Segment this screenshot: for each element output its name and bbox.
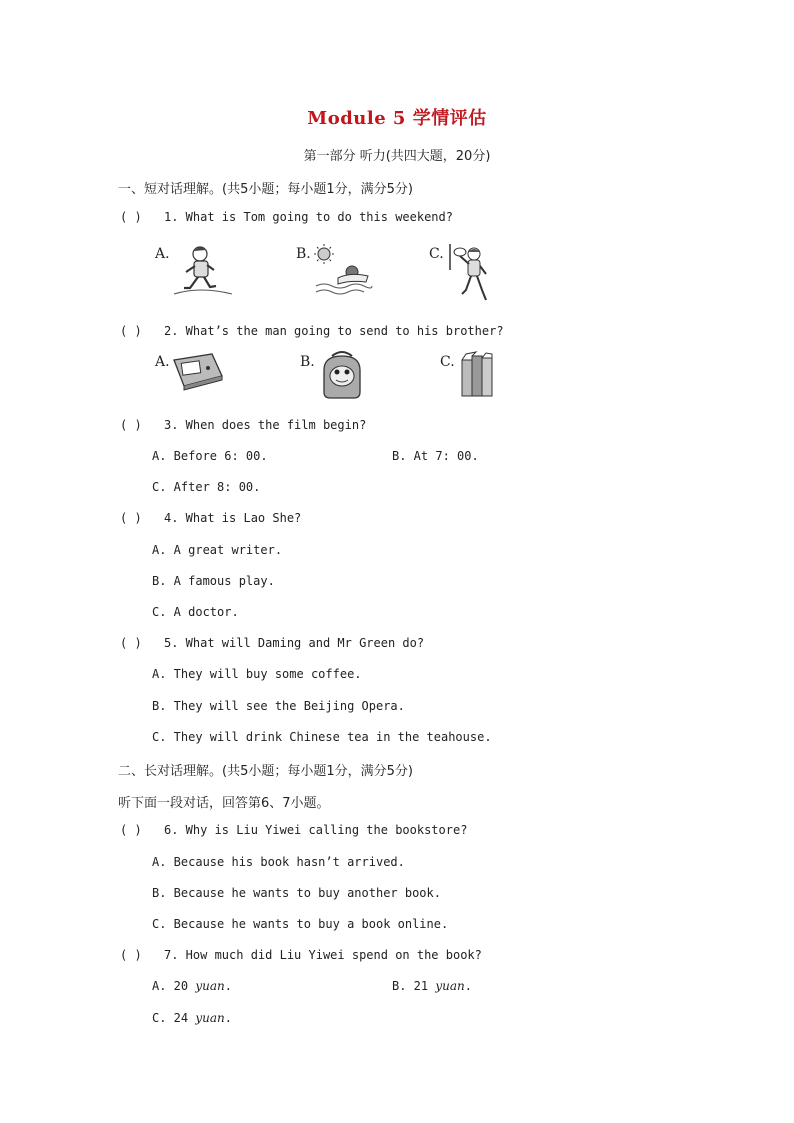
question-2 — [120, 324, 504, 338]
swimming-image[interactable] — [312, 242, 374, 300]
option-unit: yuan — [195, 979, 225, 993]
option-a[interactable]: A. They will buy some coffee. — [152, 667, 362, 681]
answer-blank[interactable]: ( ) — [120, 823, 142, 837]
question-text: 2. What’s the man going to send to his brother? — [164, 324, 504, 338]
question-text: 6. Why is Liu Yiwei calling the bookstore? — [164, 823, 468, 837]
option-b[interactable]: B. Because he wants to buy another book. — [152, 886, 441, 900]
books-image[interactable] — [456, 350, 496, 400]
section-heading: 一、短对话理解。(共5小题；每小题1分，满分5分) — [118, 182, 413, 197]
option-a[interactable]: A. A great writer. — [152, 543, 283, 557]
option-b[interactable]: B. A famous play. — [152, 574, 275, 588]
backpack-image[interactable] — [318, 348, 366, 400]
option-a[interactable] — [152, 979, 232, 993]
question-4 — [120, 511, 301, 525]
question-3 — [120, 418, 366, 432]
part-heading: 第一部分 听力(共四大题，20分) — [303, 149, 491, 164]
option-b[interactable] — [392, 979, 472, 993]
option-label: A. — [155, 354, 170, 370]
question-text: 3. When does the film begin? — [164, 418, 367, 432]
option-label: B. — [300, 354, 315, 370]
question-text: 7. How much did Liu Yiwei spend on the book? — [164, 948, 482, 962]
question-text: 5. What will Daming and Mr Green do? — [164, 636, 425, 650]
option-label: C. — [429, 246, 444, 262]
option-a[interactable]: A. Before 6: 00. — [152, 449, 268, 463]
phone-image[interactable] — [168, 350, 226, 394]
option-c[interactable] — [152, 1011, 232, 1025]
option-c[interactable]: C. A doctor. — [152, 605, 239, 619]
answer-blank[interactable]: ( ) — [120, 210, 142, 224]
question-5 — [120, 636, 424, 650]
option-end: . — [224, 979, 232, 993]
option-unit: yuan — [195, 1011, 225, 1025]
question-text: 4. What is Lao She? — [164, 511, 302, 525]
option-c[interactable]: C. After 8: 00. — [152, 480, 261, 494]
playing-sport-image[interactable] — [446, 242, 492, 304]
option-label: B. — [296, 246, 311, 262]
option-c[interactable]: C. Because he wants to buy a book online. — [152, 917, 449, 931]
section-heading: 二、长对话理解。(共5小题；每小题1分，满分5分) — [118, 764, 413, 779]
option-c[interactable]: C. They will drink Chinese tea in the teahouse. — [152, 730, 492, 744]
option-label: B. 21 — [392, 979, 436, 993]
answer-blank[interactable]: ( ) — [120, 636, 142, 650]
option-label: A. 20 — [152, 979, 196, 993]
question-6 — [120, 823, 467, 837]
question-text: 1. What is Tom going to do this weekend? — [164, 210, 453, 224]
answer-blank[interactable]: ( ) — [120, 948, 142, 962]
option-label: A. — [155, 246, 170, 262]
answer-blank[interactable]: ( ) — [120, 418, 142, 432]
running-boy-image[interactable] — [170, 242, 236, 302]
question-7 — [120, 948, 482, 962]
section-instruction: 听下面一段对话，回答第6、7小题。 — [118, 796, 330, 811]
answer-blank[interactable]: ( ) — [120, 324, 142, 338]
page-title: Module 5 学情评估 — [307, 108, 487, 129]
option-label: C. — [440, 354, 455, 370]
option-end: . — [224, 1011, 232, 1025]
option-b[interactable]: B. They will see the Beijing Opera. — [152, 699, 405, 713]
option-label: C. 24 — [152, 1011, 196, 1025]
option-end: . — [464, 979, 472, 993]
option-unit: yuan — [435, 979, 465, 993]
option-b[interactable]: B. At 7: 00. — [392, 449, 479, 463]
option-a[interactable]: A. Because his book hasn’t arrived. — [152, 855, 405, 869]
answer-blank[interactable]: ( ) — [120, 511, 142, 525]
question-1 — [120, 210, 453, 224]
